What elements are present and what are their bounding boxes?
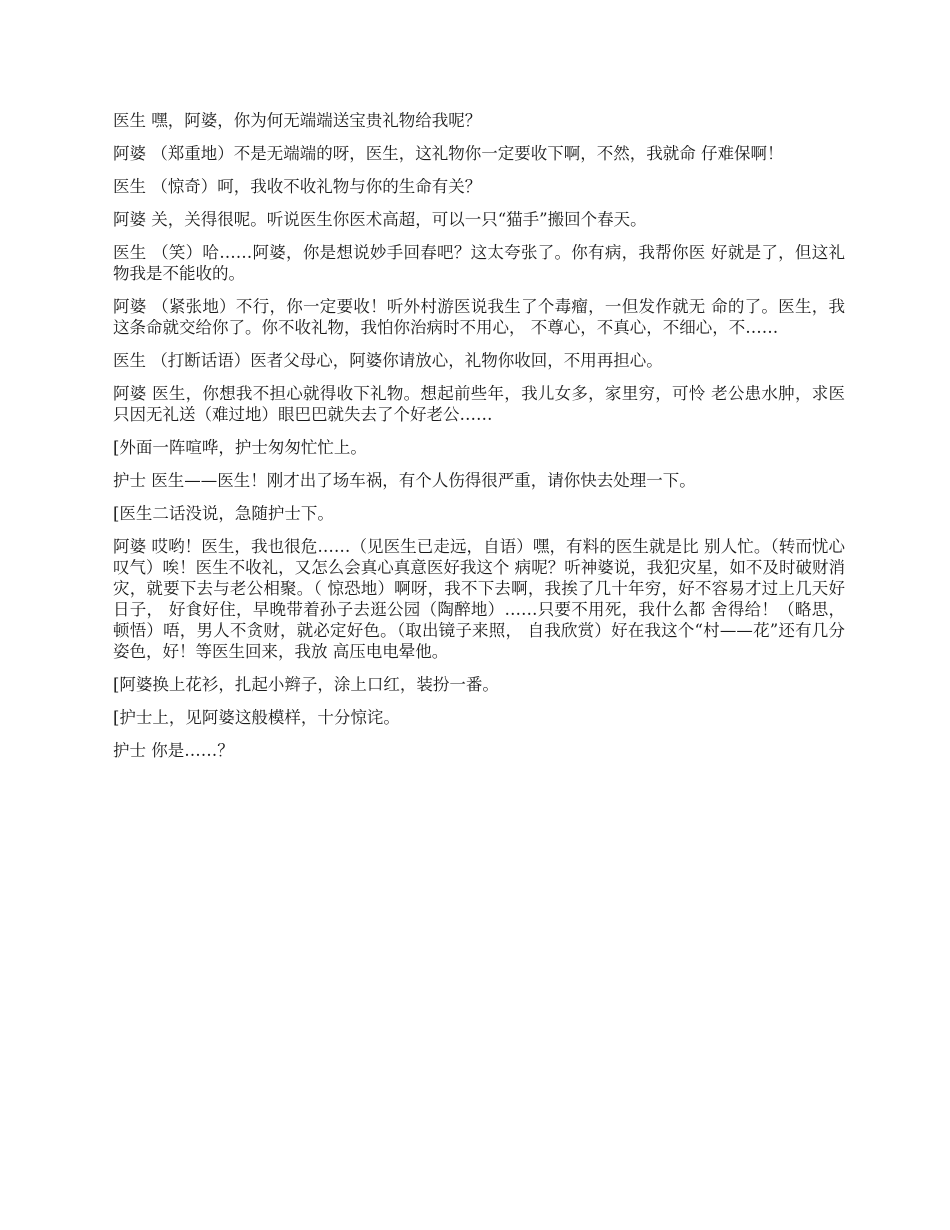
script-line-doctor-1: 医生 嘿，阿婆，你为何无端端送宝贵礼物给我呢？ xyxy=(113,111,482,130)
script-line-granny-2: 阿婆 关，关得很呢。听说医生你医术高超，可以一只“猫手”搬回个春天。 xyxy=(113,210,647,229)
script-line-doctor-3: 医生 （笑）哈……阿婆，你是想说妙手回春吧？这太夸张了。你有病，我帮你医 好就是了，但这礼物我是不能收的。 xyxy=(113,243,845,283)
script-line-nurse-2: 护士 你是……？ xyxy=(113,741,234,760)
script-line-nurse-1: 护士 医生——医生！刚才出了场车祸，有个人伤得很严重，请你快去处理一下。 xyxy=(113,471,696,490)
stage-direction-4: [护士上，见阿婆这般模样，十分惊诧。 xyxy=(113,708,400,727)
script-line-granny-5: 阿婆 哎哟！医生，我也很危……（见医生已走远，自语）嘿，有料的医生就是比 别人忙。（转而忧心叹气）唉！医生不收礼，又怎么会真心真意医好我这个 病呢？听神婆说，我犯灾星，如不及时破财消灾，就要下去与老公相聚。（ 惊恐地）啊呀，我不下去啊，我挨了几十年穷，好不容易才过上几天好日子， 好食好住，早晚带着孙子去逛公园（陶醉地）……只要不用死，我什么都 舍得给！（略思，顿悟）唔，男人不贪财，就必定好色。（取出镜子来照， 自我欣赏）好在我这个“村——花”还有几分姿色，好！等医生回来，我放 高压电电晕他。 xyxy=(113,537,845,661)
script-line-granny-4: 阿婆 医生，你想我不担心就得收下礼物。想起前些年，我儿女多，家里穷，可怜 老公患水肿，求医只因无礼送（难过地）眼巴巴就失去了个好老公…… xyxy=(113,384,845,424)
stage-direction-1: [外面一阵喧哗，护士匆匆忙忙上。 xyxy=(113,438,367,457)
script-line-doctor-2: 医生 （惊奇）呵，我收不收礼物与你的生命有关？ xyxy=(113,177,482,196)
stage-direction-3: [阿婆换上花衫，扎起小辫子，涂上口红，装扮一番。 xyxy=(113,675,499,694)
script-line-granny-1: 阿婆 （郑重地）不是无端端的呀，医生，这礼物你一定要收下啊，不然，我就命 仔难保啊！ xyxy=(113,144,784,163)
script-line-granny-3: 阿婆 （紧张地）不行，你一定要收！听外村游医说我生了个毒瘤，一但发作就无 命的了。医生，我这条命就交给你了。你不收礼物，我怕你治病时不用心， 不尊心，不真心，不细心，不…… xyxy=(113,297,845,337)
script-line-doctor-4: 医生 （打断话语）医者父母心，阿婆你请放心，礼物你收回，不用再担心。 xyxy=(113,351,663,370)
stage-direction-2: [医生二话没说，急随护士下。 xyxy=(113,504,334,523)
document-page xyxy=(113,110,845,773)
